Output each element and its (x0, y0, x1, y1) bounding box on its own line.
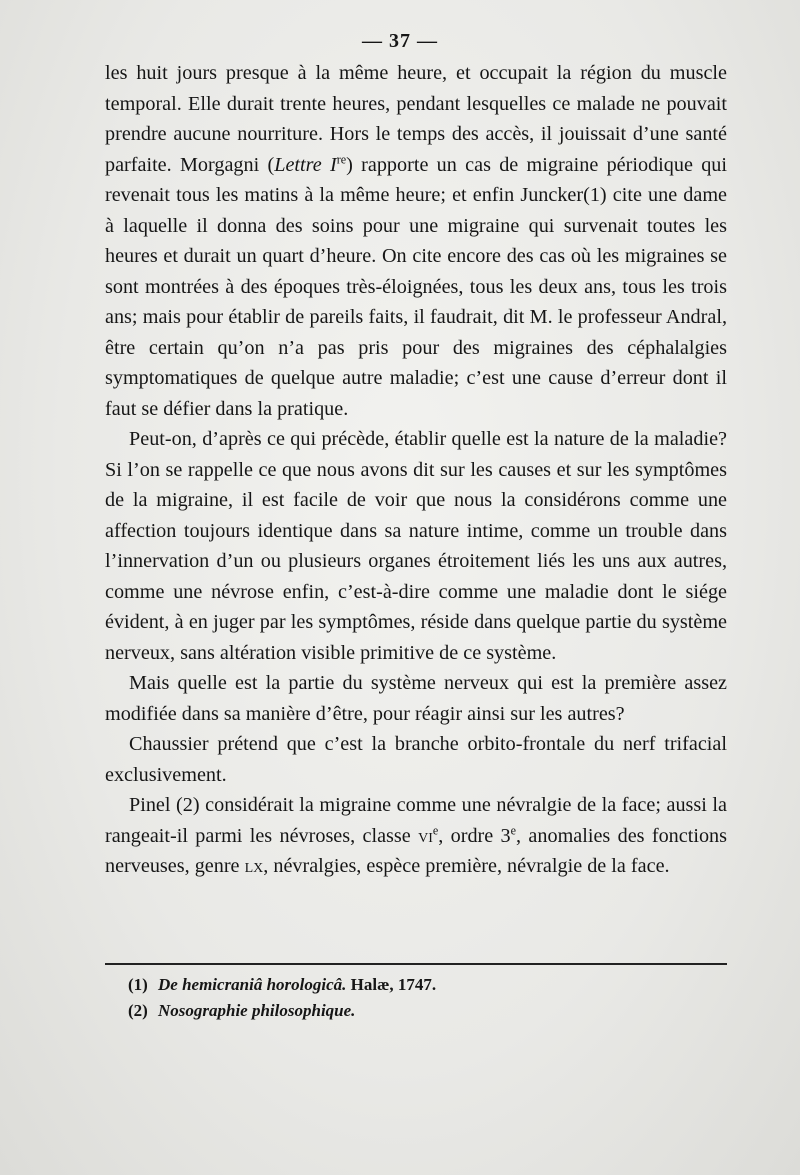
paragraph-4 (105, 729, 727, 790)
body-text (105, 58, 727, 882)
footnote-title: De hemicraniâ horologicâ. (158, 975, 347, 994)
footnote-marker: (1) (128, 975, 148, 994)
footnote-1 (128, 972, 688, 998)
footnotes (128, 972, 688, 1024)
footnote-divider (105, 963, 727, 965)
text-segment: les huit jours presque à la même heure, et occupait la région du muscle temporal. Elle durait trente heures, pendant lesquelles ce malade ne pouvait prendre aucune nourriture. Hors le temps des accès, il jouissait d’une santé parfaite. Morgagni ( (105, 62, 727, 176)
text-segment: re (336, 151, 347, 166)
text-segment: , anomalies des fonctions nerveuses, genre (105, 824, 727, 877)
paragraph-3 (105, 668, 727, 729)
text-segment: Peut-on, d’après ce qui précède, établir quelle est la nature de la maladie? Si l’on se rappelle ce que nous avons dit sur les causes et sur les symptômes de la migraine, il est facile de voir que nous la considérons comme une affection toujours identique dans sa nature intime, comme un trouble dans l’innervation d’un ou plusieurs organes étroitement liés les uns aux autres, comme une névrose enfin, c’est-à-dire comme une maladie dont le siége évident, à en juger par les symptômes, réside dans quelque partie du système nerveux, sans altération visible primitive de ce système. (105, 428, 727, 664)
paragraph-1 (105, 58, 727, 424)
text-segment: , ordre 3 (438, 824, 511, 847)
text-segment: , névralgies, espèce première, névralgie de la face. (263, 855, 670, 877)
paragraph-5 (105, 790, 727, 882)
footnote-2 (128, 998, 688, 1024)
footnote-detail: Halæ, 1747. (346, 975, 437, 994)
footnote-title: Nosographie philosophique. (158, 1001, 356, 1020)
text-segment: e (510, 822, 517, 837)
text-segment: lx (244, 855, 264, 877)
text-segment: ) rapporte un cas de migraine périodique qui revenait tous les matins à la même heure; et enfin Juncker(1) cite une dame à laquelle il donna des soins pour une migraine qui survenait toutes les heures et durait un quart d’heure. On cite encore des cas où les migraines se sont montrées à des époques très-éloignées, tous les deux ans, tous les trois ans; mais pour établir de pareils faits, il faudrait, dit M. le professeur Andral, être certain qu’on n’a pas pris pour des migraines des céphalalgies symptomatiques de quelque autre maladie; c’est une cause d’erreur dont il faut se défier dans la pratique. (105, 153, 727, 420)
text-segment: e (432, 822, 439, 837)
footnote-marker: (2) (128, 1001, 148, 1020)
page-number: — 37 — (362, 30, 438, 52)
text-segment: vi (418, 824, 433, 847)
paragraph-2 (105, 424, 727, 668)
text-segment: Chaussier prétend que c’est la branche orbito-frontale du nerf trifacial exclusivement. (105, 733, 727, 786)
text-segment: Pinel (2) considérait la migraine comme une névralgie de la face; aussi la rangeait-il parmi les névroses, classe (105, 794, 727, 847)
text-segment: Lettre I (274, 153, 337, 176)
text-segment: Mais quelle est la partie du système nerveux qui est la première assez modifiée dans sa manière d’être, pour réagir ainsi sur les autres? (105, 672, 727, 725)
